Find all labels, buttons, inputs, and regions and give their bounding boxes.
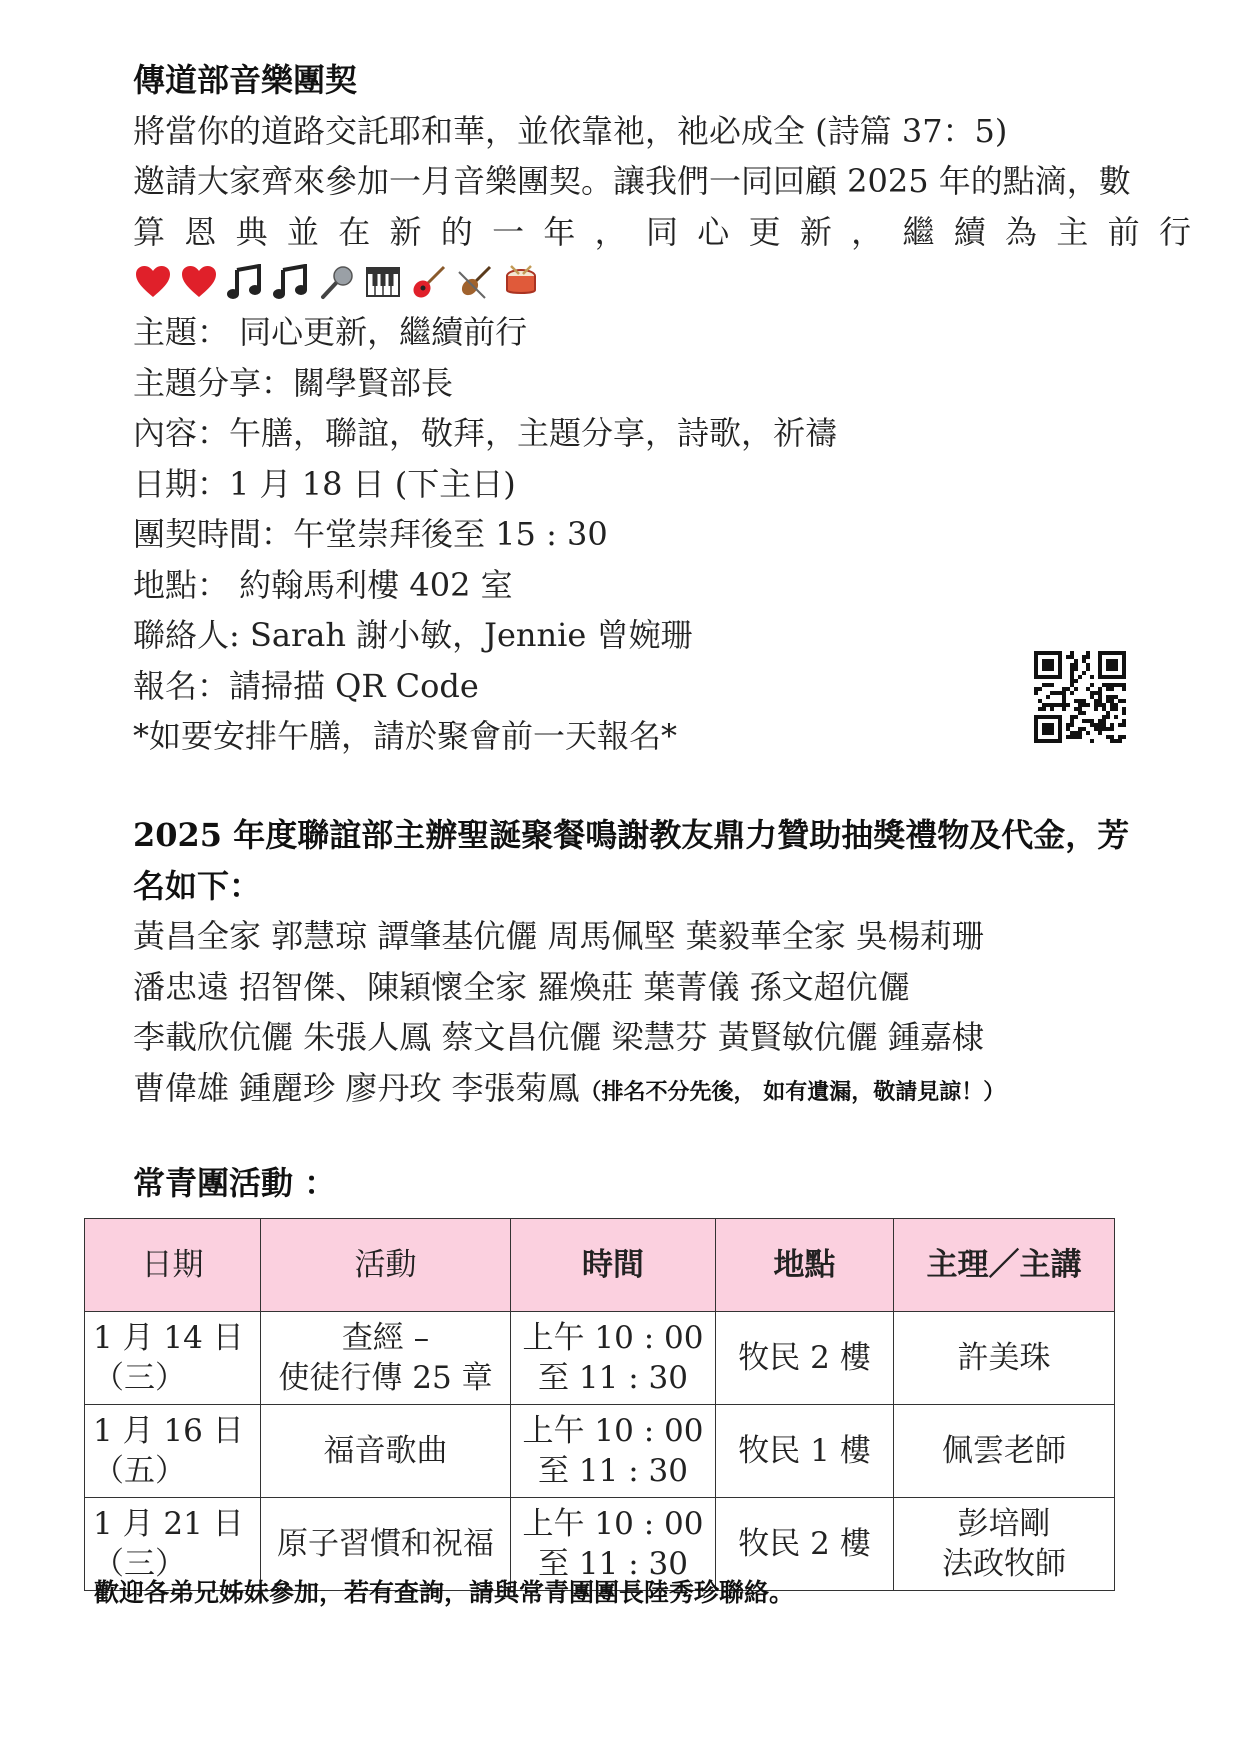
donor-names-line-2: 潘忠遠 招智傑、陳穎懷全家 羅煥莊 葉菁儀 孫文超伉儷 — [133, 967, 910, 1006]
invite-line-2-char: 新 — [389, 212, 422, 251]
invite-line-2-char: 同 — [645, 212, 678, 251]
thanks-heading-line-2: 名如下： — [133, 866, 262, 905]
music-notes-icon — [225, 262, 265, 302]
row-time-end: 至 11 : 30 — [538, 1546, 688, 1582]
row-leader — [894, 1312, 1115, 1405]
drum-icon — [501, 262, 541, 302]
music-notes-icon — [271, 262, 311, 302]
row-time-start: 上午 10 : 00 — [522, 1506, 704, 1542]
invite-line-2-char: 續 — [953, 212, 986, 251]
row-time — [511, 1405, 716, 1498]
heart-icon — [133, 262, 173, 302]
invite-line-2-char: 為 — [1005, 212, 1038, 251]
elderly-group-footer: 歡迎各弟兄姊妹參加，若有查詢，請與常青團團長陸秀珍聯絡。 — [94, 1578, 795, 1607]
row-place: 牧民 2 樓 — [716, 1498, 894, 1591]
contact-line: 聯絡人: Sarah 謝小敏，Jennie 曾婉珊 — [133, 616, 693, 654]
row-date-weekday: （五） — [93, 1453, 186, 1489]
qr-code[interactable] — [1034, 651, 1126, 743]
invite-line-2-char: 年 — [543, 212, 576, 251]
row-activity-line1: 福音歌曲 — [323, 1433, 448, 1469]
invite-line-2-char: 心 — [697, 212, 730, 251]
row-activity — [261, 1312, 511, 1405]
invite-line-2-char: 並 — [286, 212, 319, 251]
table-row — [85, 1405, 1115, 1498]
donor-names-line-4 — [133, 1063, 1203, 1119]
invite-line-2-char: 前 — [1107, 212, 1140, 251]
venue-line: 地點： 約翰馬利樓 402 室 — [133, 565, 513, 604]
date-line: 日期：1 月 18 日 (下主日) — [133, 464, 516, 503]
row-date-day: 1 月 14 日 — [93, 1320, 244, 1356]
header-date: 日期 — [85, 1219, 261, 1312]
row-time-end: 至 11 : 30 — [538, 1453, 688, 1489]
row-time-end: 至 11 : 30 — [538, 1360, 688, 1396]
row-leader-line2: 法政牧師 — [942, 1546, 1066, 1582]
content-line: 內容：午膳，聯誼，敬拜，主題分享，詩歌，祈禱 — [133, 414, 838, 452]
row-leader — [894, 1405, 1115, 1498]
elderly-group-title: 常青團活動 ： — [133, 1164, 337, 1202]
invite-line-2-char: ， — [851, 212, 884, 251]
christmas-thanks-section — [133, 810, 1203, 1118]
header-time: 時間 — [511, 1219, 716, 1312]
row-date-weekday: （三） — [93, 1546, 186, 1582]
row-leader-line1: 許美珠 — [957, 1340, 1051, 1376]
heart-icon — [179, 262, 219, 302]
lunch-note-line: *如要安排午膳，請於聚會前一天報名* — [133, 717, 678, 755]
piano-keys-icon — [363, 262, 403, 302]
sharer-line: 主題分享：關學賢部長 — [133, 363, 454, 402]
row-date-day: 1 月 16 日 — [93, 1413, 244, 1449]
violin-icon — [455, 262, 495, 302]
donor-names-line-3: 李載欣伉儷 朱張人鳳 蔡文昌伉儷 梁慧芬 黃賢敏伉儷 鍾嘉棣 — [133, 1018, 984, 1056]
theme-line: 主題： 同心更新，繼續前行 — [133, 313, 528, 351]
invite-line-2-char: 恩 — [184, 212, 217, 251]
row-time-start: 上午 10 : 00 — [522, 1320, 704, 1356]
invite-line-2-char: 典 — [235, 212, 268, 251]
row-leader — [894, 1498, 1115, 1591]
row-leader-line1: 彭培剛 — [957, 1506, 1051, 1542]
row-date-day: 1 月 21 日 — [93, 1506, 244, 1542]
invite-line-2-char: 更 — [748, 212, 781, 251]
donor-names-line-1: 黃昌全家 郭慧琼 譚肇基伉儷 周馬佩堅 葉毅華全家 吳楊莉珊 — [133, 917, 984, 955]
row-leader-line1: 佩雲老師 — [942, 1433, 1066, 1469]
header-activity: 活動 — [261, 1219, 511, 1312]
elderly-activity-table — [84, 1218, 1115, 1591]
invite-line-2-char: ， — [594, 212, 627, 251]
guitar-icon — [409, 262, 449, 302]
row-activity-line2: 使徒行傳 25 章 — [278, 1360, 493, 1396]
row-time — [511, 1312, 716, 1405]
invite-line-2-char: 新 — [799, 212, 832, 251]
row-activity — [261, 1405, 511, 1498]
row-date-weekday: （三） — [93, 1360, 186, 1396]
row-time-start: 上午 10 : 00 — [522, 1413, 704, 1449]
row-activity-line1: 原子習慣和祝福 — [277, 1526, 494, 1562]
row-place: 牧民 1 樓 — [716, 1405, 894, 1498]
thanks-heading-line-1: 2025 年度聯誼部主辦聖誕聚餐鳴謝教友鼎力贊助抽獎禮物及代金，芳 — [133, 816, 1130, 854]
invite-line-2-char: 一 — [492, 212, 525, 251]
row-date — [85, 1405, 261, 1498]
elderly-group-section — [133, 1158, 1203, 1209]
invite-line-2 — [133, 207, 1191, 258]
header-leader: 主理／主講 — [894, 1219, 1115, 1312]
invite-line-2-char: 在 — [338, 212, 371, 251]
header-place: 地點 — [716, 1219, 894, 1312]
row-date — [85, 1312, 261, 1405]
row-activity-line1: 查經 – — [341, 1320, 430, 1356]
invite-line-2-char: 算 — [133, 212, 166, 251]
table-header-row — [85, 1219, 1115, 1312]
row-place: 牧民 2 樓 — [716, 1312, 894, 1405]
invite-line-1: 邀請大家齊來參加一月音樂團契。讓我們一同回顧 2025 年的點滴，數 — [133, 162, 1131, 200]
music-fellowship-title: 傳道部音樂團契 — [133, 61, 358, 99]
donor-names-last: 曹偉雄 鍾麗珍 廖丹玫 李張菊鳳 — [133, 1068, 580, 1107]
donor-names-note: （排名不分先後， 如有遺漏，敬請見諒！） — [579, 1079, 1006, 1105]
emoji-row — [133, 257, 1203, 307]
time-line: 團契時間：午堂崇拜後至 15 : 30 — [133, 515, 608, 553]
microphone-icon — [317, 262, 357, 302]
register-line: 報名：請掃描 QR Code — [133, 666, 479, 705]
invite-line-2-char: 的 — [440, 212, 473, 251]
invite-line-2-char: 行 — [1158, 212, 1191, 251]
invite-line-2-char: 繼 — [902, 212, 935, 251]
bible-verse: 將當你的道路交託耶和華，並依靠祂，祂必成全 (詩篇 37：5) — [133, 111, 1008, 150]
table-row — [85, 1312, 1115, 1405]
invite-line-2-char: 主 — [1056, 212, 1089, 251]
